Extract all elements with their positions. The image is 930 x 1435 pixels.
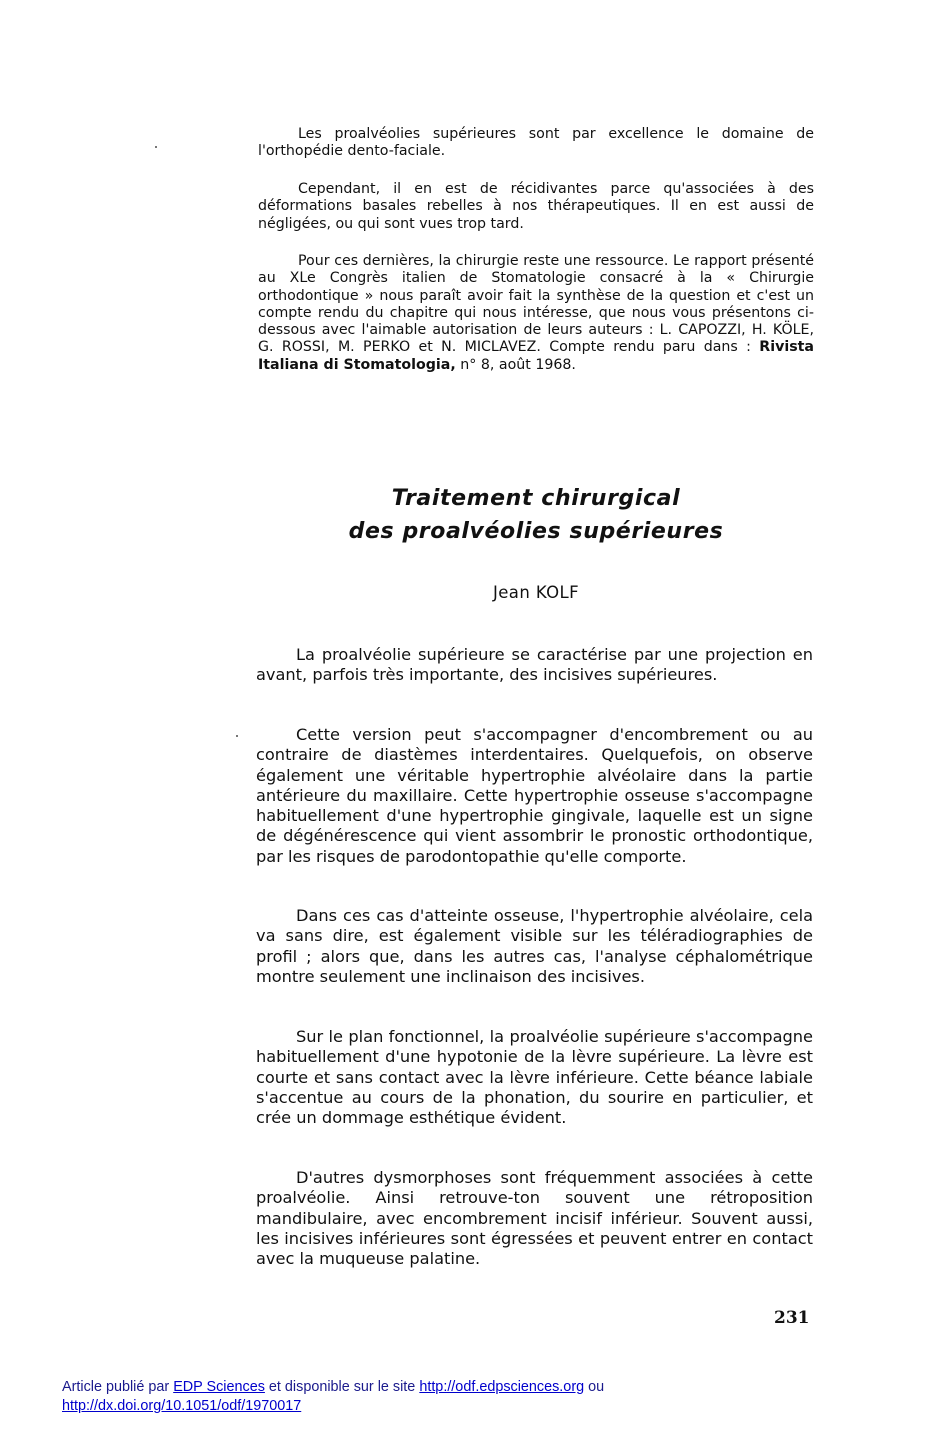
- footer-middle: et disponible sur le site: [264, 1379, 420, 1395]
- scan-speck: [155, 146, 157, 148]
- footer-prefix: Article publié par: [62, 1379, 174, 1395]
- body-paragraph-5: D'autres dysmorphoses sont fréquemment associées à cette proalvéolie. Ainsi retrouve-ton souvent une rétroposition mandibulaire, avec encombrement incisif inférieur. Souvent aussi, les incisives inférieures sont égressées et peuvent entrer en contact avec la muqueuse palatine.: [256, 1168, 813, 1269]
- page-number: 231: [774, 1308, 810, 1328]
- publisher-link[interactable]: EDP Sciences: [173, 1379, 265, 1395]
- body-paragraph-2: Cette version peut s'accompagner d'encombrement ou au contraire de diastèmes interdentaires. Quelquefois, on observe également une véritable hypertrophie alvéolaire dans la partie antérieure du maxillaire. Cette hypertrophie osseuse s'accompagne habituellement d'une hypertrophie gingivale, laquelle est un signe de dégénérescence qui vient assombrir le pronostic orthodontique, par les risques de parodontopathie qu'elle comporte.: [256, 725, 813, 866]
- article-title-line-1: Traitement chirurgical: [391, 486, 681, 511]
- article-title-line-2: des proalvéolies supérieures: [348, 519, 724, 544]
- intro-paragraph-2: Cependant, il en est de récidivantes parce qu'associées à des déformations basales rebelles à nos thérapeutiques. Il en est aussi de négligées, ou qui sont vues trop tard.: [258, 181, 814, 232]
- article-title: [258, 482, 814, 548]
- author-name: Jean KOLF: [492, 583, 580, 602]
- footer-suffix: ou: [584, 1379, 605, 1395]
- body-paragraph-1: La proalvéolie supérieure se caractérise par une projection en avant, parfois très importante, des incisives supérieures.: [256, 645, 813, 685]
- scan-speck: [236, 735, 238, 737]
- journal-issue: n° 8, août 1968.: [460, 356, 576, 373]
- publication-footer: [62, 1378, 822, 1416]
- intro-paragraph-3-text: Pour ces dernières, la chirurgie reste une ressource. Le rapport présenté au XLe Congrès italien de Stomatologie consacré à la « Chirurgie orthodontique » nous paraît avoir fait la synthèse de la question et c'est un compte rendu du chapitre qui nous intéresse, que nous vous présentons ci-dessous avec l'aimable autorisation de leurs auteurs : L. CAPOZZI, H. KÖLE, G. ROSSI, M. PERKO et N. MICLAVEZ. Compte rendu paru dans :: [258, 253, 814, 356]
- intro-paragraph-3: [258, 253, 814, 374]
- doi-link[interactable]: http://dx.doi.org/10.1051/odf/1970017: [62, 1398, 302, 1414]
- journal-name: Rivista Italiana di Stomatologia,: [258, 339, 814, 373]
- body-paragraph-3: Dans ces cas d'atteinte osseuse, l'hypertrophie alvéolaire, cela va sans dire, est également visible sur les téléradiographies de profil ; alors que, dans les autres cas, l'analyse céphalométrique montre seulement une inclinaison des incisives.: [256, 906, 813, 986]
- intro-paragraph-1: Les proalvéolies supérieures sont par excellence le domaine de l'orthopédie dento-faciale.: [258, 126, 814, 160]
- body-paragraph-4: Sur le plan fonctionnel, la proalvéolie supérieure s'accompagne habituellement d'une hypotonie de la lèvre supérieure. La lèvre est courte et sans contact avec la lèvre inférieure. Cette béance labiale s'accentue au cours de la phonation, du sourire en particulier, et crée un dommage esthétique évident.: [256, 1027, 813, 1128]
- site-link[interactable]: http://odf.edpsciences.org: [419, 1379, 585, 1395]
